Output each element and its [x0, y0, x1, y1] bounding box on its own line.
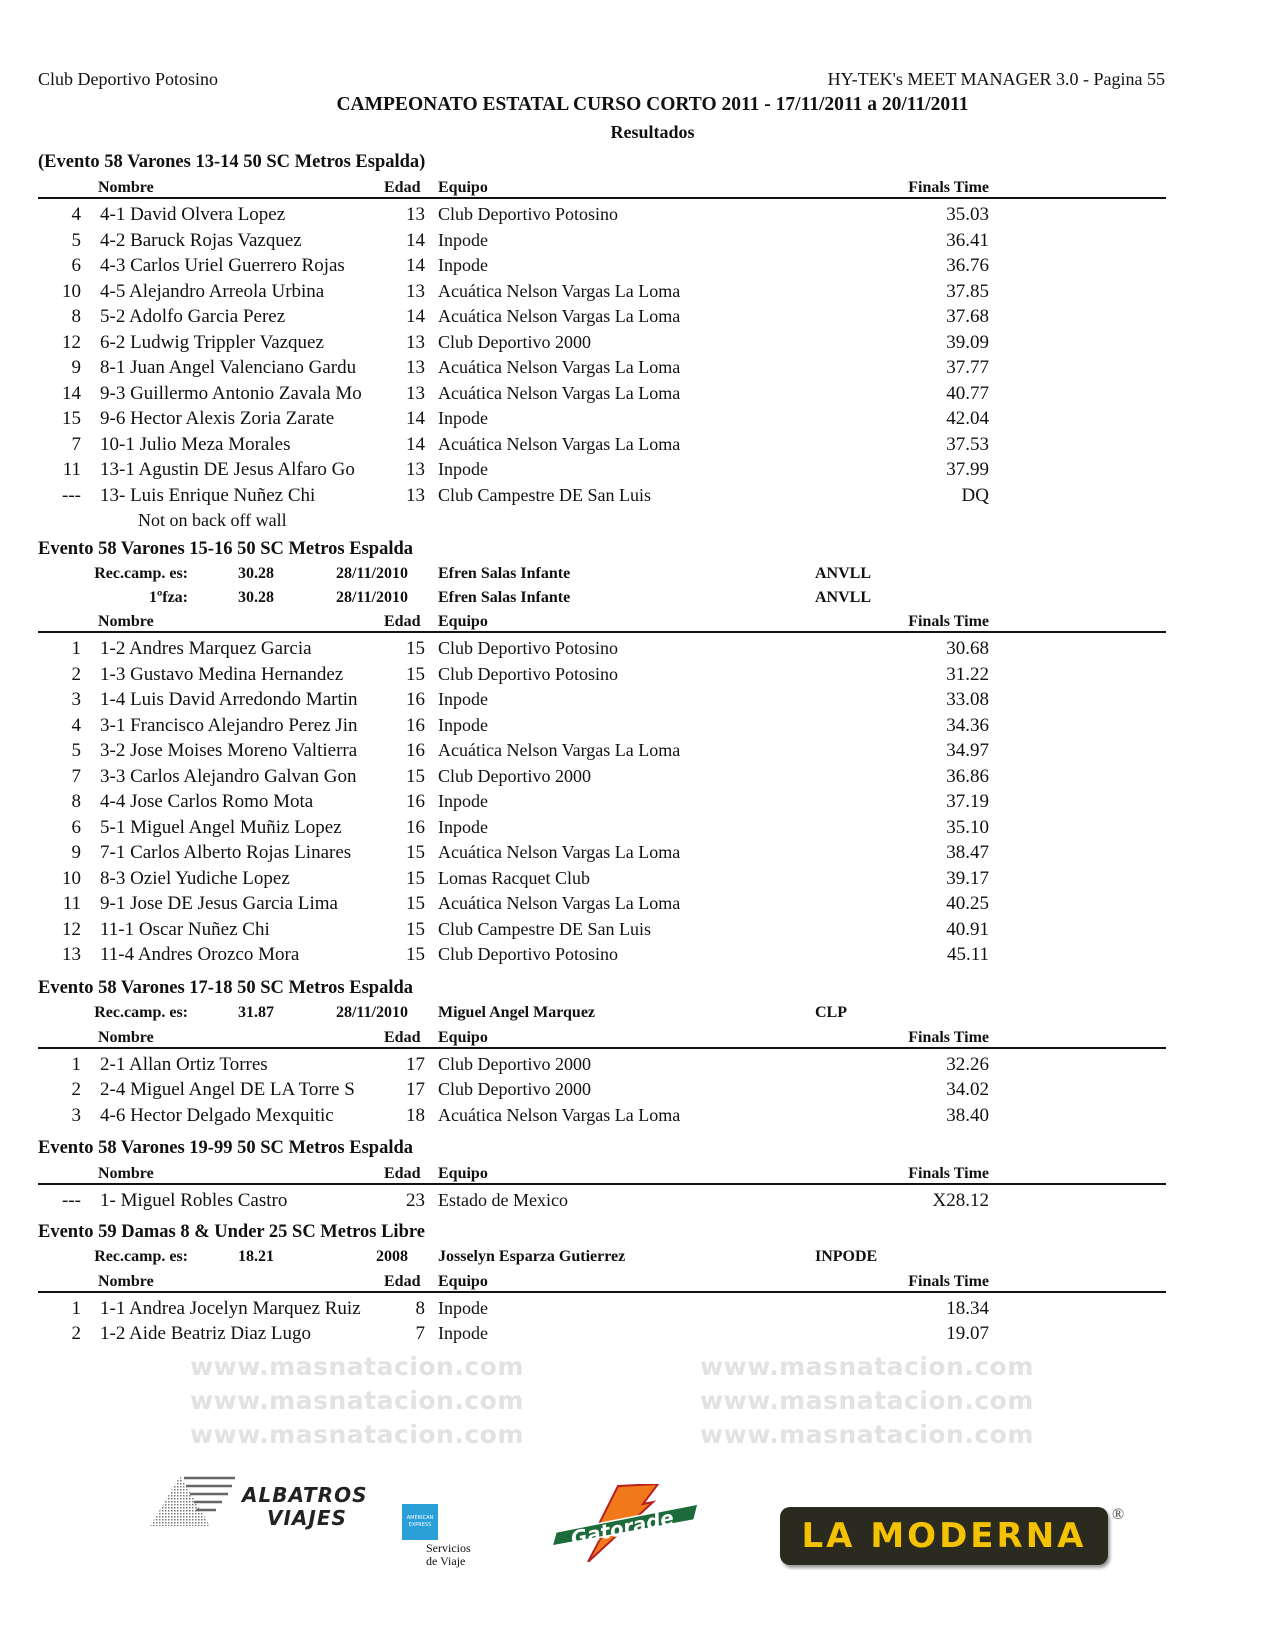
place: 1 — [71, 1297, 81, 1319]
age: 13 — [406, 382, 425, 404]
place: 10 — [62, 867, 81, 889]
col-time: Finals Time — [908, 613, 989, 630]
record-line — [38, 586, 1166, 610]
age: 18 — [406, 1104, 425, 1126]
place: 10 — [62, 280, 81, 302]
col-age: Edad — [384, 1165, 421, 1182]
swimmer-name: 13- Luis Enrique Nuñez Chi — [100, 484, 316, 506]
event-section — [38, 150, 1166, 534]
age: 15 — [406, 638, 425, 659]
col-time: Finals Time — [908, 1165, 989, 1182]
page-title: CAMPEONATO ESTATAL CURSO CORTO 2011 - 17/11/2011 a 20/11/2011 — [336, 94, 969, 115]
col-name: Nombre — [98, 1165, 154, 1182]
record-holder: Josselyn Esparza Gutierrez — [438, 1248, 626, 1265]
column-header — [38, 609, 1166, 633]
age: 16 — [406, 689, 425, 710]
column-header — [38, 1161, 1166, 1185]
result-row — [38, 840, 1166, 866]
age: 13 — [406, 357, 425, 378]
event-title: Evento 59 Damas 8 & Under 25 SC Metros Libre — [38, 1222, 425, 1242]
record-holder: Efren Salas Infante — [438, 588, 571, 606]
age: 14 — [406, 255, 425, 276]
record-team: ANVLL — [815, 565, 872, 582]
result-row — [38, 228, 1166, 254]
record-team: CLP — [815, 1004, 847, 1021]
albatros-text: ALBATROS — [242, 1483, 368, 1507]
event-title: Evento 58 Varones 17-18 50 SC Metros Espalda — [38, 978, 414, 998]
team: Acuática Nelson Vargas La Loma — [438, 382, 681, 403]
team: Inpode — [438, 229, 488, 250]
finals-time: 45.11 — [946, 944, 989, 965]
age: 13 — [406, 280, 425, 302]
finals-time: DQ — [961, 484, 989, 506]
finals-time: 37.68 — [946, 306, 989, 327]
albatros-triangle-icon — [150, 1474, 235, 1528]
col-team: Equipo — [438, 1028, 488, 1046]
col-age: Edad — [384, 1028, 421, 1046]
result-row — [38, 687, 1166, 713]
column-header — [38, 175, 1166, 199]
result-row — [38, 1188, 1166, 1214]
finals-time: 38.47 — [946, 842, 989, 863]
finals-time: 37.85 — [946, 280, 989, 302]
record-time: 30.28 — [238, 565, 274, 582]
place: 9 — [71, 357, 81, 378]
watermark: www.masnatacion.com — [190, 1420, 524, 1449]
finals-time: 36.76 — [946, 255, 989, 276]
swimmer-name: 9-6 Hector Alexis Zoria Zarate — [100, 408, 335, 429]
team: Acuática Nelson Vargas La Loma — [438, 893, 681, 913]
col-name: Nombre — [98, 1028, 154, 1046]
finals-time: 31.22 — [946, 663, 989, 685]
place: 14 — [62, 382, 81, 404]
result-row — [38, 279, 1166, 305]
col-team: Equipo — [438, 1272, 488, 1290]
age: 15 — [406, 663, 425, 685]
result-row — [38, 330, 1166, 356]
result-row — [38, 355, 1166, 381]
result-row — [38, 1321, 1166, 1347]
finals-time: 30.68 — [946, 638, 989, 659]
team: Inpode — [438, 1297, 488, 1318]
age: 17 — [406, 1053, 425, 1075]
place: 2 — [71, 1323, 81, 1344]
swimmer-name: 10-1 Julio Meza Morales — [100, 433, 291, 455]
gatorade-logo — [548, 1484, 700, 1562]
event-section — [38, 537, 1166, 968]
albatros-viajes-logo — [150, 1474, 400, 1530]
age: 16 — [406, 791, 425, 812]
finals-time: 37.53 — [946, 433, 989, 455]
age: 14 — [406, 306, 425, 327]
team: Lomas Racquet Club — [438, 867, 590, 888]
place: 13 — [62, 944, 81, 965]
result-row — [38, 1103, 1166, 1129]
result-row — [38, 202, 1166, 228]
result-row — [38, 917, 1166, 943]
place: 8 — [71, 306, 81, 327]
swimmer-name: 5-2 Adolfo Garcia Perez — [100, 306, 286, 327]
column-header — [38, 1269, 1166, 1293]
place: 3 — [71, 689, 81, 710]
team: Inpode — [438, 689, 488, 709]
age: 7 — [415, 1323, 425, 1344]
place: 6 — [71, 255, 81, 276]
team: Club Deportivo 2000 — [438, 765, 591, 786]
record-label: 1ºfza: — [148, 588, 188, 606]
swimmer-name: 1-4 Luis David Arredondo Martin — [100, 689, 358, 710]
record-time: 30.28 — [238, 588, 274, 606]
place: 7 — [71, 765, 81, 787]
result-row — [38, 304, 1166, 330]
record-date: 28/11/2010 — [335, 565, 408, 582]
place: 9 — [71, 842, 81, 863]
result-row — [38, 1052, 1166, 1078]
team: Club Deportivo Potosino — [438, 944, 619, 964]
place: 1 — [71, 1053, 81, 1075]
col-name: Nombre — [98, 179, 154, 196]
column-header — [38, 1025, 1166, 1049]
finals-time: 39.09 — [946, 331, 989, 353]
record-label: Rec.camp. es: — [94, 565, 188, 582]
finals-time: 35.10 — [946, 816, 989, 838]
result-row — [38, 406, 1166, 432]
swimmer-name: 4-2 Baruck Rojas Vazquez — [100, 229, 302, 251]
watermark: www.masnatacion.com — [700, 1420, 1034, 1449]
team: Acuática Nelson Vargas La Loma — [438, 433, 681, 454]
team: Acuática Nelson Vargas La Loma — [438, 306, 681, 326]
swimmer-name: 9-1 Jose DE Jesus Garcia Lima — [100, 893, 338, 914]
finals-time: 40.25 — [946, 893, 989, 914]
watermark: www.masnatacion.com — [190, 1386, 524, 1415]
event-section — [38, 976, 1166, 1128]
swimmer-name: 5-1 Miguel Angel Muñiz Lopez — [100, 816, 342, 838]
swimmer-name: 3-1 Francisco Alejandro Perez Jin — [100, 714, 358, 736]
result-note-row — [38, 508, 1166, 534]
event-title: Evento 58 Varones 19-99 50 SC Metros Espalda — [38, 1138, 414, 1158]
age: 15 — [406, 918, 425, 940]
finals-time: 37.19 — [946, 791, 989, 812]
club-name: Club Deportivo Potosino — [38, 69, 219, 89]
age: 15 — [406, 893, 425, 914]
finals-time: 37.99 — [946, 459, 989, 480]
place: 11 — [62, 893, 81, 914]
result-row — [38, 738, 1166, 764]
finals-time: 32.26 — [946, 1053, 989, 1075]
swimmer-name: 7-1 Carlos Alberto Rojas Linares — [100, 842, 352, 863]
team: Club Deportivo Potosino — [438, 663, 619, 684]
age: 13 — [406, 484, 425, 506]
place: 5 — [71, 740, 81, 761]
place: 4 — [71, 714, 81, 736]
col-age: Edad — [384, 179, 421, 196]
team: Inpode — [438, 408, 488, 428]
team: Inpode — [438, 1323, 488, 1343]
age: 14 — [406, 408, 425, 429]
swimmer-name: 3-2 Jose Moises Moreno Valtierra — [100, 740, 358, 761]
col-name: Nombre — [98, 613, 154, 630]
finals-time: 35.03 — [946, 204, 989, 225]
gatorade-text: Gatorade — [568, 1505, 676, 1551]
record-time: 31.87 — [238, 1004, 274, 1021]
swimmer-name: 2-4 Miguel Angel DE LA Torre S — [100, 1079, 355, 1100]
amex-logo — [402, 1504, 438, 1540]
team: Club Deportivo 2000 — [438, 1079, 591, 1099]
finals-time: 36.41 — [946, 229, 989, 251]
place: 7 — [71, 433, 81, 455]
swimmer-name: 1-3 Gustavo Medina Hernandez — [100, 663, 344, 685]
team: Club Campestre DE San Luis — [438, 484, 651, 505]
team: Club Deportivo Potosino — [438, 204, 619, 224]
record-holder: Miguel Angel Marquez — [438, 1004, 596, 1021]
record-date: 28/11/2010 — [335, 588, 408, 606]
watermark: www.masnatacion.com — [700, 1386, 1034, 1415]
swimmer-name: 4-6 Hector Delgado Mexquitic — [100, 1104, 334, 1126]
finals-time: 39.17 — [946, 867, 989, 889]
result-row — [38, 789, 1166, 815]
col-team: Equipo — [438, 613, 488, 630]
record-label: Rec.camp. es: — [94, 1248, 188, 1265]
col-age: Edad — [384, 613, 421, 630]
age: 14 — [406, 433, 425, 455]
record-date: 2008 — [376, 1248, 408, 1265]
place: 1 — [71, 638, 81, 659]
team: Club Campestre DE San Luis — [438, 918, 651, 939]
swimmer-name: 1-1 Andrea Jocelyn Marquez Ruiz — [100, 1297, 361, 1319]
finals-time: 37.77 — [946, 357, 989, 378]
team: Inpode — [438, 816, 488, 837]
finals-time: 38.40 — [946, 1104, 989, 1126]
result-row — [38, 866, 1166, 892]
team: Acuática Nelson Vargas La Loma — [438, 357, 681, 377]
result-row — [38, 942, 1166, 968]
result-row — [38, 253, 1166, 279]
age: 15 — [406, 765, 425, 787]
age: 23 — [406, 1190, 425, 1211]
la-moderna-logo — [780, 1507, 1108, 1565]
team: Acuática Nelson Vargas La Loma — [438, 842, 681, 862]
finals-time: 40.77 — [946, 382, 989, 404]
team: Inpode — [438, 459, 488, 479]
age: 15 — [406, 842, 425, 863]
team: Acuática Nelson Vargas La Loma — [438, 1104, 681, 1125]
result-row — [38, 1077, 1166, 1103]
record-team: INPODE — [815, 1248, 878, 1265]
team: Club Deportivo 2000 — [438, 1053, 591, 1074]
team: Estado de Mexico — [438, 1190, 568, 1210]
la-moderna-text: LA MODERNA — [801, 1516, 1087, 1556]
finals-time: 42.04 — [946, 408, 989, 429]
finals-time: 34.97 — [946, 740, 989, 761]
result-row — [38, 432, 1166, 458]
result-row — [38, 636, 1166, 662]
col-team: Equipo — [438, 179, 488, 196]
swimmer-name: 4-3 Carlos Uriel Guerrero Rojas — [100, 255, 345, 276]
col-time: Finals Time — [908, 1028, 989, 1046]
finals-time: 34.02 — [946, 1079, 989, 1100]
swimmer-name: 4-5 Alejandro Arreola Urbina — [100, 280, 325, 302]
age: 16 — [406, 816, 425, 838]
swimmer-name: 8-3 Oziel Yudiche Lopez — [100, 867, 290, 889]
team: Club Deportivo Potosino — [438, 638, 619, 658]
swimmer-name: 1- Miguel Robles Castro — [100, 1190, 288, 1211]
result-row — [38, 713, 1166, 739]
record-holder: Efren Salas Infante — [438, 565, 571, 582]
software-page-info: HY-TEK's MEET MANAGER 3.0 - Pagina 55 — [827, 69, 1165, 89]
col-team: Equipo — [438, 1165, 488, 1182]
record-time: 18.21 — [238, 1248, 274, 1265]
event-section — [38, 1220, 1166, 1347]
place: 8 — [71, 791, 81, 812]
finals-time: 40.91 — [946, 918, 989, 940]
registered-mark: ® — [1112, 1506, 1125, 1523]
swimmer-name: 1-2 Andres Marquez Garcia — [100, 638, 312, 659]
finals-time: X28.12 — [932, 1190, 989, 1211]
age: 16 — [406, 740, 425, 761]
result-row — [38, 815, 1166, 841]
age: 15 — [406, 867, 425, 889]
age: 8 — [415, 1297, 425, 1319]
swimmer-name: 13-1 Agustin DE Jesus Alfaro Go — [100, 459, 355, 480]
amex-text: AMERICAN EXPRESS — [406, 1515, 434, 1528]
result-row — [38, 764, 1166, 790]
team: Inpode — [438, 255, 488, 275]
finals-time: 18.34 — [946, 1297, 989, 1319]
team: Acuática Nelson Vargas La Loma — [438, 740, 681, 760]
place: 4 — [71, 204, 81, 225]
servicios-de-viaje — [426, 1542, 471, 1568]
swimmer-name: 1-2 Aide Beatriz Diaz Lugo — [100, 1323, 312, 1344]
swimmer-name: 8-1 Juan Angel Valenciano Gardu — [100, 357, 357, 378]
record-label: Rec.camp. es: — [94, 1004, 188, 1021]
result-row — [38, 1296, 1166, 1322]
place: 15 — [62, 408, 81, 429]
team: Inpode — [438, 714, 488, 735]
place: --- — [62, 1190, 81, 1211]
swimmer-name: 2-1 Allan Ortiz Torres — [100, 1053, 268, 1075]
result-row — [38, 457, 1166, 483]
viajes-text: VIAJES — [267, 1506, 347, 1530]
age: 17 — [406, 1079, 425, 1100]
place: 2 — [71, 1079, 81, 1100]
finals-time: 33.08 — [946, 689, 989, 710]
col-name: Nombre — [98, 1272, 154, 1290]
age: 15 — [406, 944, 425, 965]
place: 2 — [71, 663, 81, 685]
swimmer-name: 6-2 Ludwig Trippler Vazquez — [100, 331, 324, 353]
swimmer-name: 3-3 Carlos Alejandro Galvan Gon — [100, 765, 357, 787]
age: 13 — [406, 459, 425, 480]
watermark: www.masnatacion.com — [190, 1352, 524, 1381]
place: 5 — [71, 229, 81, 251]
team: Inpode — [438, 791, 488, 811]
record-line — [38, 1001, 1166, 1025]
team: Club Deportivo 2000 — [438, 331, 591, 352]
finals-time: 19.07 — [946, 1323, 989, 1344]
event-title: Evento 58 Varones 15-16 50 SC Metros Espalda — [38, 539, 414, 559]
place: 12 — [62, 331, 81, 353]
finals-time: 34.36 — [946, 714, 989, 736]
age: 13 — [406, 204, 425, 225]
record-line — [38, 1245, 1166, 1269]
event-section — [38, 1136, 1166, 1214]
de-viaje-text: de Viaje — [426, 1554, 466, 1568]
result-row — [38, 483, 1166, 509]
result-row — [38, 662, 1166, 688]
finals-time: 36.86 — [946, 765, 989, 787]
team: Acuática Nelson Vargas La Loma — [438, 280, 681, 301]
swimmer-name: 9-3 Guillermo Antonio Zavala Mo — [100, 382, 362, 404]
swimmer-name: 11-1 Oscar Nuñez Chi — [100, 918, 270, 940]
swimmer-name: 4-1 David Olvera Lopez — [100, 204, 286, 225]
place: --- — [62, 484, 81, 506]
event-title: (Evento 58 Varones 13-14 50 SC Metros Espalda) — [38, 152, 426, 172]
age: 13 — [406, 331, 425, 353]
record-line — [38, 562, 1166, 586]
result-row — [38, 381, 1166, 407]
record-date: 28/11/2010 — [335, 1004, 408, 1021]
place: 12 — [62, 918, 81, 940]
swimmer-name: 4-4 Jose Carlos Romo Mota — [100, 791, 314, 812]
age: 16 — [406, 714, 425, 736]
page-subtitle: Resultados — [610, 122, 695, 142]
place: 6 — [71, 816, 81, 838]
watermark: www.masnatacion.com — [700, 1352, 1034, 1381]
col-time: Finals Time — [908, 179, 989, 196]
result-row — [38, 891, 1166, 917]
place: 3 — [71, 1104, 81, 1126]
servicios-text: Servicios — [426, 1541, 471, 1555]
col-time: Finals Time — [908, 1272, 989, 1290]
record-team: ANVLL — [815, 588, 872, 606]
age: 14 — [406, 229, 425, 251]
dq-note: Not on back off wall — [138, 510, 287, 530]
col-age: Edad — [384, 1272, 421, 1290]
swimmer-name: 11-4 Andres Orozco Mora — [100, 944, 300, 965]
place: 11 — [62, 459, 81, 480]
